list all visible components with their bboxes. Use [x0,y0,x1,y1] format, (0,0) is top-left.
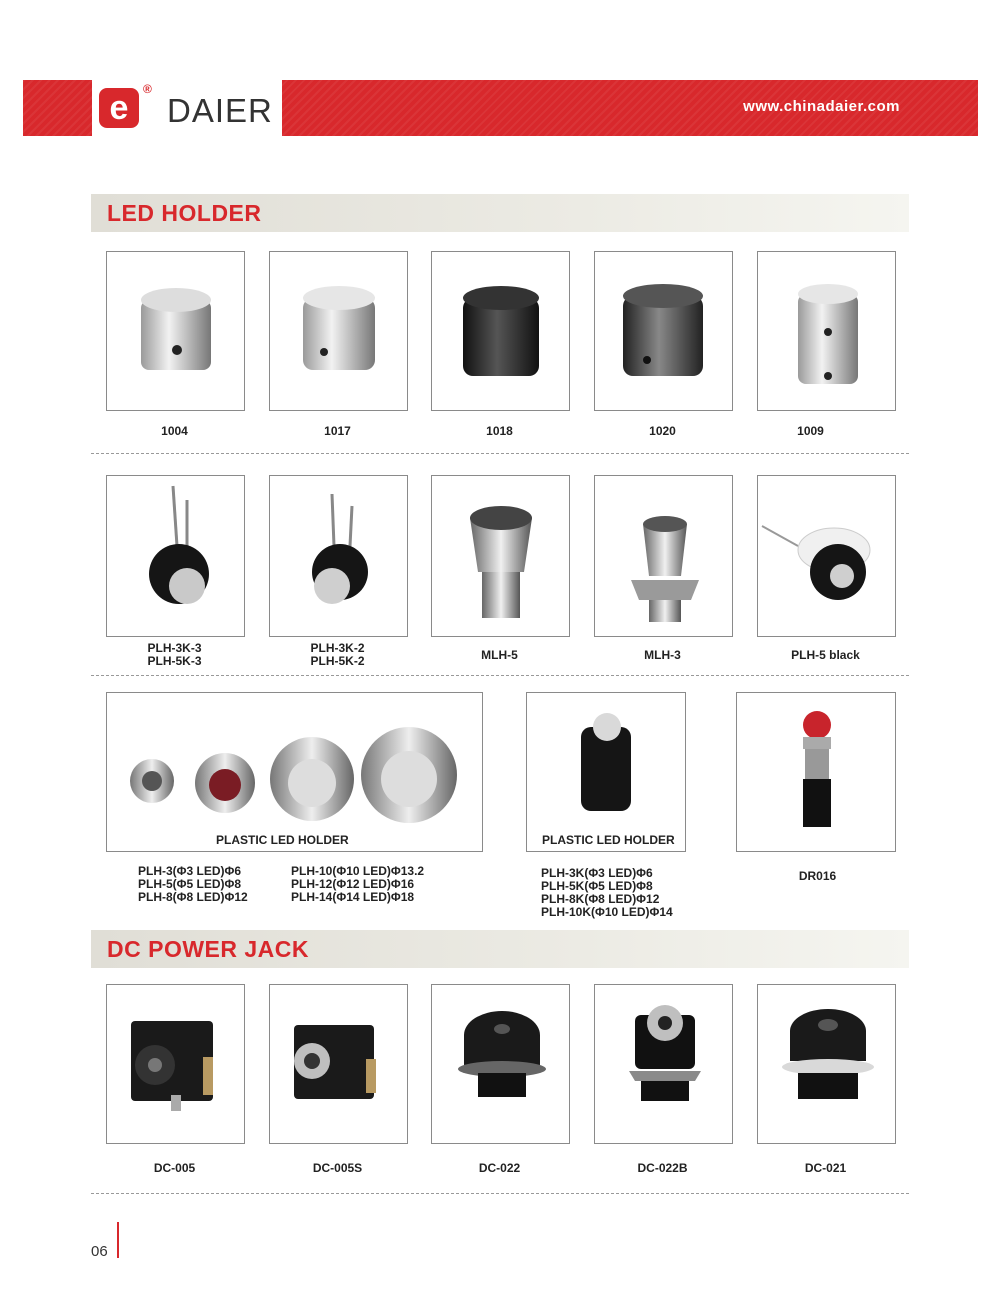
divider [91,1193,909,1194]
brand-name: DAIER [167,92,273,129]
section-header-dc [91,930,909,968]
product-image-1018 [431,251,570,411]
page-number-rule [117,1222,119,1258]
section-header-led [91,194,909,232]
product-image-dr016 [736,692,896,852]
product-label: DC-022 [478,1161,521,1175]
spec-list: PLH-3K(Φ3 LED)Φ6 PLH-5K(Φ5 LED)Φ8 PLH-8K(Φ8 LED)Φ12 PLH-10K(Φ10 LED)Φ14 [541,866,673,919]
product-image-1020 [594,251,733,411]
website-link[interactable]: www.chinadaier.com [743,98,900,115]
product-label: PLH-3K-3 PLH-5K-3 [147,641,202,668]
product-label: PLH-5 black [791,648,860,662]
spec-list: PLH-3(Φ3 LED)Φ6 PLH-5(Φ5 LED)Φ8 PLH-8(Φ8 LED)Φ12 [138,864,248,904]
divider [91,453,909,454]
product-label: DC-021 [804,1161,847,1175]
image-caption: PLASTIC LED HOLDER [216,833,349,847]
divider [91,675,909,676]
brand-logo-icon: e [99,88,139,128]
product-label: 1004 [161,424,188,438]
product-label: DC-005S [312,1161,363,1175]
page-number: 06 [91,1243,108,1260]
product-image-plh-5-black [757,475,896,637]
product-image-1004 [106,251,245,411]
spec-list: PLH-10(Φ10 LED)Φ13.2 PLH-12(Φ12 LED)Φ16 PLH-14(Φ14 LED)Φ18 [291,864,425,904]
product-image-plh-3k-3 [106,475,245,637]
product-label: 1017 [324,424,351,438]
registered-mark: ® [143,82,152,96]
product-image-plh-3k-2 [269,475,408,637]
product-image-dc-022b [594,984,733,1144]
product-label: 1020 [649,424,676,438]
product-image-dc-022 [431,984,570,1144]
product-label: PLH-3K-2 PLH-5K-2 [310,641,365,668]
image-caption: PLASTIC LED HOLDER [542,833,675,847]
product-label: DC-022B [637,1161,688,1175]
product-image-dc-005s [269,984,408,1144]
product-image-plastic-led-holder-k [526,692,686,852]
product-label: DR016 [798,869,837,883]
product-label: 1009 [797,424,824,438]
product-label: MLH-3 [644,648,681,662]
product-image-1009 [757,251,896,411]
product-image-mlh-5 [431,475,570,637]
product-label: 1018 [486,424,513,438]
section-title: LED HOLDER [107,200,262,226]
product-label: MLH-5 [481,648,518,662]
product-image-dc-005 [106,984,245,1144]
product-image-mlh-3 [594,475,733,637]
product-image-plastic-led-holder [106,692,483,852]
product-label: DC-005 [153,1161,196,1175]
section-title: DC POWER JACK [107,936,310,962]
product-image-dc-021 [757,984,896,1144]
product-image-1017 [269,251,408,411]
